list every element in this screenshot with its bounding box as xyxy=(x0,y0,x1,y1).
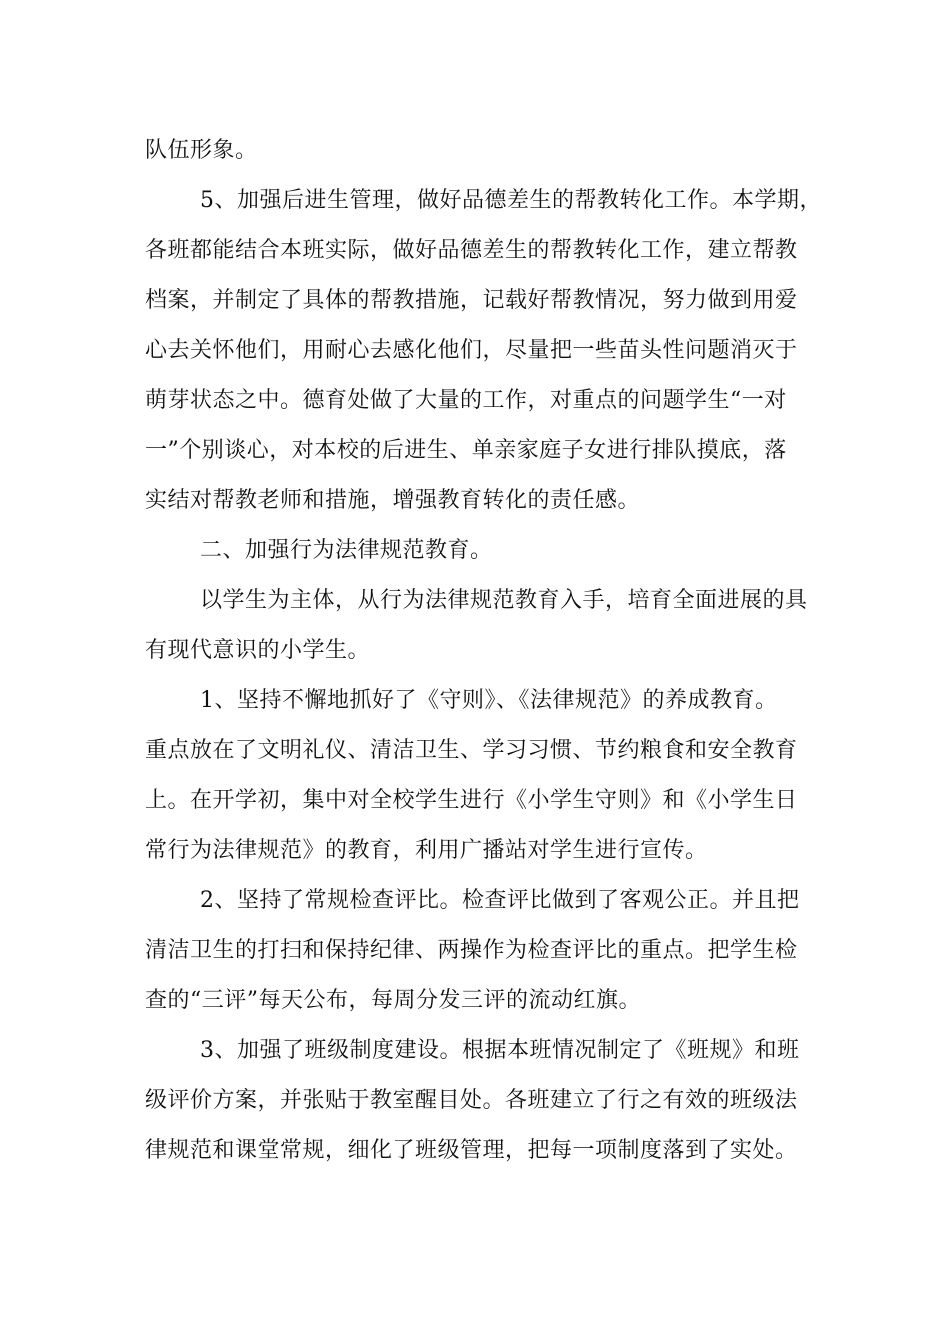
text-line: 重点放在了文明礼仪、清洁卫生、学习习惯、节约粮食和安全教育 xyxy=(145,738,798,763)
text-line: 心去关怀他们，用耐心去感化他们，尽量把一些苗头性问题消灭于 xyxy=(145,338,798,363)
text-line: 3、加强了班级制度建设。根据本班情况制定了《班规》和班 xyxy=(200,1038,800,1063)
text-line: 5、加强后进生管理，做好品德差生的帮教转化工作。本学期， xyxy=(200,188,822,213)
text-line: 实结对帮教老师和措施，增强教育转化的责任感。 xyxy=(145,488,641,513)
text-line: 查的“三评”每天公布，每周分发三评的流动红旗。 xyxy=(145,988,641,1013)
text-line: 级评价方案，并张贴于教室醒目处。各班建立了行之有效的班级法 xyxy=(145,1088,798,1113)
text-line: 上。在开学初，集中对全校学生进行《小学生守则》和《小学生日 xyxy=(145,788,798,813)
text-line: 律规范和课堂常规，细化了班级管理，把每一项制度落到了实处。 xyxy=(145,1138,798,1163)
text-line: 有现代意识的小学生。 xyxy=(145,638,371,663)
text-line: 以学生为主体，从行为法律规范教育入手，培育全面进展的具 xyxy=(200,588,808,613)
text-line: 常行为法律规范》的教育，利用广播站对学生进行宣传。 xyxy=(145,838,708,863)
section-heading: 二、加强行为法律规范教育。 xyxy=(200,538,493,563)
text-line: 1、坚持不懈地抓好了《守则》、《法律规范》的养成教育。 xyxy=(200,688,778,713)
text-line: 各班都能结合本班实际，做好品德差生的帮教转化工作，建立帮教 xyxy=(145,238,798,263)
text-line: 清洁卫生的打扫和保持纪律、两操作为检查评比的重点。把学生检 xyxy=(145,938,798,963)
text-line: 队伍形象。 xyxy=(145,138,258,163)
text-line: 档案，并制定了具体的帮教措施，记载好帮教情况，努力做到用爱 xyxy=(145,288,798,313)
text-line: 2、坚持了常规检查评比。检查评比做到了客观公正。并且把 xyxy=(200,888,800,913)
text-line: 萌芽状态之中。德育处做了大量的工作，对重点的问题学生“一对 xyxy=(145,388,787,413)
text-line: 一”个别谈心，对本校的后进生、单亲家庭子女进行排队摸底，落 xyxy=(145,438,787,463)
